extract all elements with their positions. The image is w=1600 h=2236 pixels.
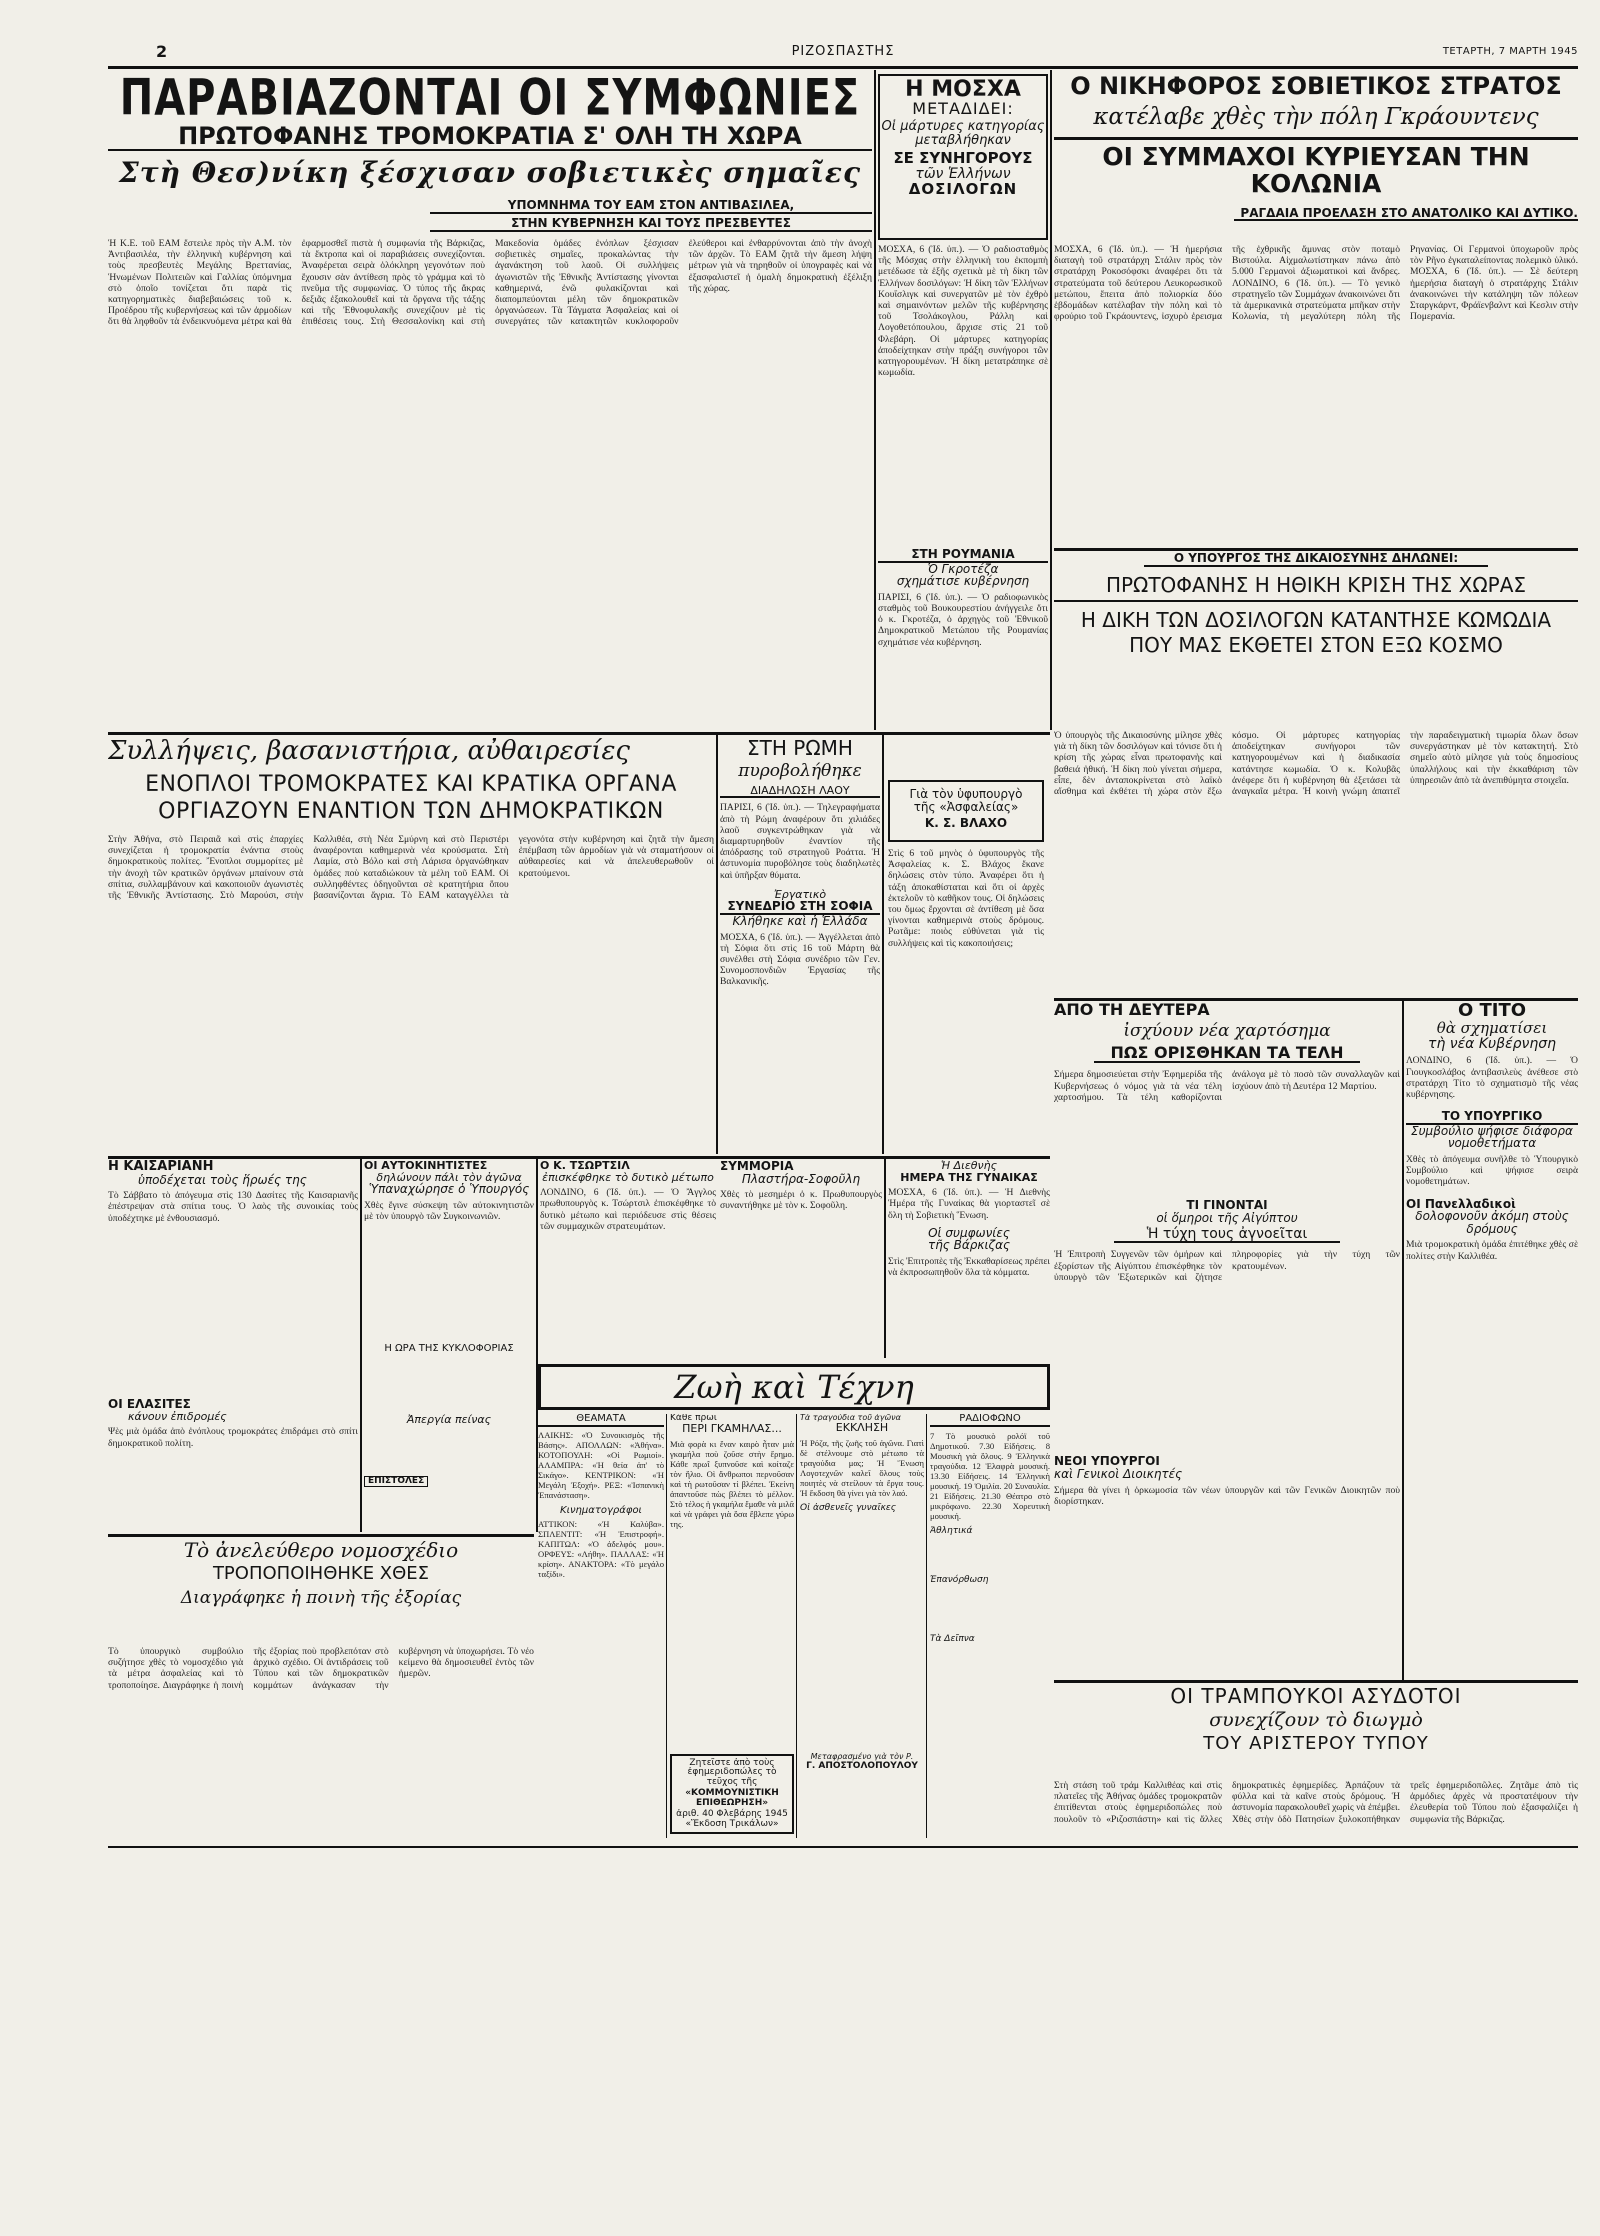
press-body: Στὴ στάση τοῦ τράμ Καλλιθέας καὶ στὶς πλατεῖες τῆς Ἀθήνας ὁμάδες τρομοκρατῶν ἐπιτίθενται στοὺς ἐφημεριδοπώλες ποὺ πουλοῦν τὸ «Ριζοσπάστη» καὶ τὶς ἄλλες δημοκρατικὲς ἐφημερίδες. Ἀρπάζουν τὰ φύλλα καὶ τὰ καῖνε στοὺς δρόμους. Ἡ ἀστυνομία παρακολουθεῖ χωρὶς νὰ ἐπέμβει. Χθὲς στὴν ὁδὸ Πατησίων ξυλοκοπήθηκαν τρεῖς ἐφημεριδοπῶλες. Ζητᾶμε ἀπὸ τὶς ἁρμόδιες ἀρχὲς νὰ προστατέψουν τὴν ἐλευθερία τοῦ Τύπου ποὺ ἐξασφαλίζει ἡ συμφωνία τῆς Βάρκιζας. [1054,1780,1578,1825]
lead-body-text: Ἡ Κ.Ε. τοῦ ΕΑΜ ἔστειλε πρὸς τὴν Α.Μ. τὸν Ἀντιβασιλέα, τὴν ἑλληνικὴ κυβέρνηση καὶ τοὺς πρεσβευτὲς Μεγάλης Βρεττανίας, Ἡνωμένων Πολιτειῶν καὶ Γαλλίας ὑπόμνημα στὸ ὁποῖο τονίζεται ὅτι παρὰ τὶς κατηγορηματικὲς διαβεβαιώσεις τοῦ κ. Προέδρου τῆς κυβερνήσεως καὶ τῶν ἁρμοδίων ὅτι θὰ ληφθοῦν τὰ ἐνδεικνυόμενα μέτρα καὶ θὰ ἐφαρμοσθεῖ πιστὰ ἡ συμφωνία τῆς Βάρκιζας, τὰ ἔκτροπα καὶ οἱ παραβιάσεις συνεχίζονται. Ἀναφέρεται σειρὰ ὁλόκληρη γεγονότων ποὺ ἔχουσιν σὰν ἀντίθεση πρὸς τὸ γράμμα καὶ τὸ πνεῦμα τῆς συμφωνίας. Ὁ τύπος τῆς ἄκρας δεξιᾶς ἐξακολουθεῖ καὶ τὰ ὄργανα τῆς τάξης καὶ τῆς Ἐθνοφυλακῆς συνεχίζουν μὲ τὶς ἐπιθέσεις τους. Στὴ Θεσσαλονίκη καὶ στὴ Μακεδονία ὁμάδες ἐνόπλων ξέσχισαν σοβιετικὲς σημαῖες, προκαλώντας τὴν ἀγανάκτηση τοῦ λαοῦ. Οἱ συλλήψεις ἀγωνιστῶν τῆς Ἐθνικῆς Ἀντίστασης γίνονται καθημερινά, ἐνῶ φυλακίζονται καὶ διαπομπεύονται μέλη τῶν δημοκρατικῶν ὀργανώσεων. Τὰ Τάγματα Ἀσφαλείας καὶ οἱ συνεργάτες τῶν κατακτητῶν κυκλοφοροῦν ἐλεύθεροι καὶ ἐνθαρρύνονται ἀπὸ τὴν ἀνοχὴ τῶν ἀρχῶν. Τὸ ΕΑΜ ζητᾶ τὴν ἄμεση λήψη μέτρων γιὰ νὰ τηρηθοῦν οἱ ὑπογραφὲς καὶ νὰ ἐξασφαλιστεῖ ἡ ὁμαλὴ δημοκρατικὴ ἐξέλιξη τῆς χώρας. [108,238,872,328]
mosxa-headline-box: Η ΜΟΣΧΑ ΜΕΤΑΔΙΔΕΙ: Οἱ μάρτυρες κατηγορίας μεταβλήθηκαν ΣΕ ΣΥΝΗΓΟΡΟΥΣ τῶν Ἑλλήνων ΔΟΣΙΛΟΓΩΝ [878,74,1048,240]
press-headline-block: ΟΙ ΤΡΑΜΠΟΥΚΟΙ ΑΣΥΔΟΤΟΙ συνεχίζουν τὸ διωγμὸ ΤΟΥ ΑΡΙΣΤΕΡΟΥ ΤΥΠΟΥ [1170,1686,1462,1754]
soviet-headline-block: Ο ΝΙΚΗΦΟΡΟΣ ΣΟΒΙΕΤΙΚΟΣ ΣΤΡΑΤΟΣ κατέλαβε χθὲς τὴν πόλη Γκράουντενς ΟΙ ΣΥΜΜΑΧΟΙ ΚΥΡΙΕΥΣΑΝ ΤΗΝ ΚΟΛΩΝΙΑ ΡΑΓΔΑΙΑ ΠΡΟΕΛΑΣΗ ΣΤΟ ΑΝΑΤΟΛΙΚΟ ΚΑΙ ΔΥΤΙΚΟ. [1054,74,1578,240]
lead-body [108,238,872,726]
section-rule [108,1534,534,1537]
lead-headline-block [108,72,872,192]
column-rule [1402,1000,1404,1680]
lead-subhead: ΠΡΩΤΟΦΑΝΗΣ ΤΡΟΜΟΚΡΑΤΙΑ Σ' ΟΛΗ ΤΗ ΧΩΡΑ [108,124,872,151]
promo-box: Ζητεῖστε ἀπὸ τοὺς ἐφημεριδοπώλες τὸ τεῦχος τῆς «ΚΟΜΜΟΥΝΙΣΤΙΚΗ ΕΠΙΘΕΩΡΗΣΗ» ἀριθ. 40 Φλεβάρης 1945 «Ἔκδοση Τρικάλων» [670,1754,794,1834]
section-rule [108,732,1050,735]
column-rule [666,1414,667,1838]
culture-col4: ΡΑΔΙΟΦΩΝΟ 7 Τὸ μουσικὸ ρολόϊ τοῦ Δημοτικοῦ. 7.30 Εἰδήσεις. 8 Μουσικὴ γιὰ ὅλους. 9 Ἑλληνικὰ τραγούδια. 12 Ἐλαφρὰ μουσική. 13.30 Εἰδήσεις. 14 Ἑλληνικὴ μουσική. 19 Ὁμιλία. 20 Συναυλία. 21 Εἰδήσεις. 21.30 Θέατρο στὸ μικρόφωνο. 22.30 Χορευτικὴ μουσική. Ἀθλητικά Ἐπανόρθωση Τὰ Δεῖπνα [930,1414,1050,1645]
rome-block: ΣΤΗ ΡΩΜΗ πυροβολήθηκε ΔΙΑΔΗΛΩΣΗ ΛΑΟΥ ΠΑΡΙΣΙ, 6 (Ἰδ. ὑπ.). — Τηλεγραφήματα ἀπὸ τὴ Ρώμη ἀναφέρουν ὅτι χιλιάδες λαοῦ συγκεντρώθηκαν γιὰ νὰ διαμαρτυρηθοῦν ἐναντίον τῆς ἀπόδρασης τοῦ στρατηγοῦ Ροάττα. Ἡ ἀστυνομία πυροβόλησε τοὺς διαδηλωτὲς καὶ ὑπῆρξαν θύματα. Ἐργατικὸ ΣΥΝΕΔΡΙΟ ΣΤΗ ΣΟΦΙΑ Κλήθηκε καὶ ἡ Ἑλλάδα ΜΟΣΧΑ, 6 (Ἰδ. ὑπ.). — Ἀγγέλλεται ἀπὸ τὴ Σόφια ὅτι στὶς 16 τοῦ Μάρτη θὰ συνέλθει στὴ Σόφια συνέδριο τῶν Γεν. Συνομοσπονδιῶν Ἐργασίας τῆς Βαλκανικῆς. [720,738,880,988]
lead-headline: ΠΑΡΑΒΙΑΖΟΝΤΑΙ ΟΙ ΣΥΜΦΩΝΙΕΣ [119,72,861,127]
arrests-headline-block: Συλλήψεις, βασανιστήρια, αὐθαιρεσίες ΕΝΟΠΛΟΙ ΤΡΟΜΟΚΡΑΤΕΣ ΚΑΙ ΚΡΑΤΙΚΑ ΟΡΓΑΝΑ ΟΡΓΙΑΖΟΥΝ ΕΝΑΝΤΙΟΝ ΤΩΝ ΔΗΜΟΚΡΑΤΙΚΩΝ [108,738,677,825]
georgia-block: Ο Κ. ΤΣΩΡΤΣΙΛ ἐπισκέφθηκε τὸ δυτικὸ μέτωπο ΛΟΝΔΙΝΟ, 6 (Ἰδ. ὑπ.). — Ὁ Ἄγγλος πρωθυπουργὸς κ. Τσώρτσιλ ἐπισκέφθηκε τὸ δυτικὸ μέτωπο καὶ περιόδευσε στὶς θέσεις τῶν συμμαχικῶν στρατευμάτων. [540,1160,716,1232]
symmoria-block: ΣΥΜΜΟΡΙΑ Πλαστήρα-Σοφοῦλη Χθὲς τὸ μεσημέρι ὁ κ. Πρωθυπουργὸς συναντήθηκε μὲ τὸν κ. Σοφοῦλη. [720,1160,882,1212]
romania-block: ΣΤΗ ΡΟΥΜΑΝΙΑ Ὁ Γκροτέζα σχημάτισε κυβέρνηση ΠΑΡΙΣΙ, 6 (Ἰδ. ὑπ.). — Ὁ ραδιοφωνικὸς σταθμὸς τοῦ Βουκουρεστίου ἀνήγγειλε ὅτι ὁ κ. Γκροτέζα, ὁ ἀρχηγὸς τοῦ Ἐθνικοῦ Δημοκρατικοῦ Μετώπου τῆς Ρουμανίας σχημάτισε νέα κυβέρνηση. [878,548,1048,648]
culture-col3: Τὰ τραγούδια τοῦ ἀγῶνα ΕΚΚΛΗΣΗ Ἡ Ρόζα, τῆς ζωῆς τοῦ ἀγῶνα. Γιατὶ δὲ στέλνουμε στὸ μέτωπο τὰ τραγούδια μας; Ἡ Ἕνωση Λογοτεχνῶν καλεῖ ὅλους τοὺς ποιητὲς νὰ στείλουν τὰ ἔργα τους. Ἡ ἔκδοση θὰ γίνει γιὰ τὸν λαό. Οἱ ἀσθενεῖς γυναῖκες Μεταφρασμένο γιὰ τὸν Ρ. Γ. ΑΠΟΣΤΟΛΟΠΟΥΛΟΥ [800,1414,924,1771]
section-rule [1054,998,1578,1001]
women-block: Ἡ Διεθνὴς ΗΜΕΡΑ ΤΗΣ ΓΥΝΑΙΚΑΣ ΜΟΣΧΑ, 6 (Ἰδ. ὑπ.). — Ἡ Διεθνὴς Ἡμέρα τῆς Γυναίκας θὰ γιορταστεῖ σὲ ὅλη τὴ Σοβιετικὴ Ἕνωση. Οἱ συμφωνίες τῆς Βάρκιζας Στὶς Ἐπιτροπὲς τῆς Ἐκκαθαρίσεως πρέπει νὰ ἐκπροσωπηθοῦν ὅλα τὰ κόμματα. [888,1160,1050,1279]
masthead [108,40,1578,66]
section-rule [1054,548,1578,551]
autokinitistes-block: ΟΙ ΑΥΤΟΚΙΝΗΤΙΣΤΕΣ δηλώνουν πάλι τὸν ἀγῶνα Ὑπαναχώρησε ὁ Ὑπουργός Χθὲς ἔγινε σύσκεψη τῶν αὐτοκινητιστῶν μὲ τὸν ὑπουργὸ τῶν Συγκοινωνιῶν. Η ΩΡΑ ΤΗΣ ΚΥΚΛΟΦΟΡΙΑΣ Ἀπεργία πείνας ΕΠΙΣΤΟΛΕΣ [364,1160,534,1486]
paper-name: ΡΙΖΟΣΠΑΣΤΗΣ [791,44,895,59]
kaisariani-block: Η ΚΑΙΣΑΡΙΑΝΗ ὑποδέχεται τοὺς ἥρωές της Τὸ Σάββατο τὸ ἀπόγευμα στὶς 130 Δασίτες τῆς Καισαριανῆς ἐπέστρεψαν στὰ σπίτια τους. Ὁ λαὸς τῆς συνοικίας τοὺς ὑποδέχτηκε μὲ ἐνθουσιασμό. ΟΙ ΕΛΑΣΙΤΕΣ κάνουν ἐπιδρομές Ψὲς μιὰ ὁμάδα ἀπὸ ἐνόπλους τρομοκράτες ἐπιδράμει στὸ σπίτι δημοκρατικοῦ πολίτη. [108,1160,358,1449]
justice-headline-block: Ο ΥΠΟΥΡΓΟΣ ΤΗΣ ΔΙΚΑΙΟΣΥΝΗΣ ΔΗΛΩΝΕΙ: ΠΡΩΤΟΦΑΝΗΣ Η ΗΘΙΚΗ ΚΡΙΣΗ ΤΗΣ ΧΩΡΑΣ Η ΔΙΚΗ ΤΩΝ ΔΟΣΙΛΟΓΩΝ ΚΑΤΑΝΤΗΣΕ ΚΩΜΩΔΙΑ ΠΟΥ ΜΑΣ ΕΚΘΕΤΕΙ ΣΤΟΝ ΕΞΩ ΚΟΣΜΟ [1054,552,1578,728]
mosxa-body: ΜΟΣΧΑ, 6 (Ἰδ. ὑπ.). — Ὁ ραδιοσταθμὸς τῆς Μόσχας στὴν ἑλληνικὴ του ἐκπομπὴ μετέδωσε τὰ ἑξῆς σχετικὰ μὲ τὴ δίκη τῶν Ἑλλήνων δοσιλόγων: Ἡ δίκη τῶν Ἑλλήνων Κουΐσλιγκ καὶ συνεργατῶν μὲ τὸν ἐχθρὸ καὶ σημαινόντων μελῶν τῆς κυβέρνησης τοῦ Τσολάκογλου, Ράλλη καὶ Λογοθετόπουλου, ἄρχισε στὶς 21 τοῦ Φλεβάρη. Οἱ μάρτυρες κατηγορίας ἀποδείχτηκαν στὴν πράξη συνήγοροι τῶν κατηγορουμένων. Ἡ δίκη μετατράπηκε σὲ κωμωδία. [878,244,1048,379]
column-rule [926,1414,927,1838]
vlachos-body: Στὶς 6 τοῦ μηνὸς ὁ ὑφυπουργὸς τῆς Ἀσφαλείας κ. Σ. Βλάχος ἔκανε δηλώσεις στὸν τύπο. Ἀναφέρει ὅτι ἡ τάξη ἀποκαθίσταται καὶ ὅτι οἱ ἀρχὲς ἐκτελοῦν τὸ καθῆκον τους. Οἱ δηλώσεις του ὅμως ἔρχονται σὲ ἀντίθεση μὲ ὅσα γίνονται καθημερινὰ στοὺς δρόμους. Ρωτᾶμε: ποιὸς εὐθύνεται γιὰ τὶς συλλήψεις καὶ τὶς κακοποιήσεις; [888,848,1044,949]
vlachos-headline-box: Γιὰ τὸν ὑφυπουργὸ τῆς «Ἀσφαλείας» Κ. Σ. ΒΛΑΧΟ [888,780,1044,842]
lead-section-heading: ΥΠΟΜΝΗΜΑ ΤΟΥ ΕΑΜ ΣΤΟΝ ΑΝΤΙΒΑΣΙΛΕΑ, ΣΤΗΝ ΚΥΒΕΡΝΗΣΗ ΚΑΙ ΤΟΥΣ ΠΡΕΣΒΕΥΤΕΣ [430,198,872,238]
column-rule [874,70,876,730]
law-headline-block: Τὸ ἀνελεύθερο νομοσχέδιο ΤΡΟΠΟΠΟΙΗΘΗΚΕ ΧΘΕΣ Διαγράφηκε ἡ ποινὴ τῆς ἐξορίας [180,1540,462,1608]
bottom-rule [108,1846,1578,1848]
column-rule [716,734,718,1154]
foodcard-block: ΑΠΟ ΤΗ ΔΕΥΤΕΡΑ ἰσχύουν νέα χαρτόσημα ΠΩΣ ΟΡΙΣΘΗΚΑΝ ΤΑ ΤΕΛΗ Σήμερα δημοσιεύεται στὴν Ἐφημερίδα τῆς Κυβερνήσεως ὁ νόμος γιὰ τὰ νέα τέλη χαρτοσήμου. Τὰ τέλη καθορίζονται ἀνάλογα μὲ τὸ ποσὸ τῶν συναλλαγῶν καὶ ἰσχύουν ἀπὸ τὴ Δευτέρα 12 Μαρτίου. ΤΙ ΓΙΝΟΝΤΑΙ οἱ ὅμηροι τῆς Αἰγύπτου Ἡ τύχη τους ἀγνοεῖται Ἡ Ἐπιτροπὴ Συγγενῶν τῶν ὁμήρων καὶ ἐξορίστων τῆς Αἰγύπτου ἐπισκέφθηκε τὸν ὑπουργὸ τῶν Ἐξωτερικῶν καὶ ζήτησε πληροφορίες γιὰ τὴν τύχη τῶν κρατουμένων. ΝΕΟΙ ΥΠΟΥΡΓΟΙ καὶ Γενικοὶ Διοικητές Σήμερα θὰ γίνει ἡ ὁρκωμοσία τῶν νέων ὑπουργῶν καὶ τῶν Γενικῶν Διοικητῶν ποὺ διορίστηκαν. [1054,1002,1400,1507]
column-rule [796,1414,797,1838]
law-body: Τὸ ὑπουργικὸ συμβούλιο συζήτησε χθὲς τὸ νομοσχέδιο γιὰ τὰ μέτρα ἀσφαλείας καὶ τὸ τροποποίησε. Διαγράφηκε ἡ ποινὴ τῆς ἐξορίας ποὺ προβλεπόταν στὸ ἀρχικὸ σχέδιο. Οἱ ἀντιδράσεις τοῦ Τύπου καὶ τῶν δημοκρατικῶν κομμάτων ἀνάγκασαν τὴν κυβέρνηση νὰ ὑποχωρήσει. Τὸ νέο κείμενο θὰ δημοσιευθεῖ ἐντὸς τῶν ἡμερῶν. [108,1646,534,1691]
page-number: 2 [156,42,168,61]
culture-col2: Κάθε πρωΐ ΠΕΡΙ ΓΚΑΜΗΛΑΣ... Μιὰ φορὰ κι ἕναν καιρὸ ἦταν μιὰ γκαμήλα ποὺ ζοῦσε στὴν ἔρημο. Κάθε πρωΐ ξυπνοῦσε καὶ κοίταζε τὸν ἥλιο. Οἱ ἄνθρωποι περνοῦσαν καὶ τὴ ρωτοῦσαν τί βλέπει. Ἐκείνη ἀπαντοῦσε πὼς βλέπει τὸ μέλλον. Στὸ τέλος ἡ γκαμήλα ἔμαθε νὰ μιλᾶ καὶ νὰ γράφει γιὰ ὅσα ἔβλεπε γύρω της. Ζητεῖστε ἀπὸ τοὺς ἐφημεριδοπώλες τὸ τεῦχος τῆς «ΚΟΜΜΟΥΝΙΣΤΙΚΗ ΕΠΙΘΕΩΡΗΣΗ» ἀριθ. 40 Φλεβάρης 1945 «Ἔκδοση Τρικάλων» [670,1414,794,1838]
tito-block: Ο ΤΙΤΟ θὰ σχηματίσει τὴ νέα Κυβέρνηση ΛΟΝΔΙΝΟ, 6 (Ἰδ. ὑπ.). — Ὁ Γιουγκοσλάβος ἀντιβασιλεὺς ἀνέθεσε στὸ στρατάρχη Τίτο τὸ σχηματισμὸ τῆς νέας κυβέρνησης. ΤΟ ΥΠΟΥΡΓΙΚΟ Συμβούλιο ψήφισε διάφορα νομοθετήματα Χθὲς τὸ ἀπόγευμα συνῆλθε τὸ Ὑπουργικὸ Συμβούλιο καὶ ψήφισε σειρὰ νομοθετημάτων. ΟΙ Πανελλαδικοὶ δολοφονοῦν ἀκόμη στοὺς δρόμους Μιὰ τρομοκρατικὴ ὁμάδα ἐπιτέθηκε χθὲς σὲ πολίτες στὴν Καλλιθέα. [1406,1002,1578,1262]
section-rule [1054,1680,1578,1683]
arrests-body: Στὴν Ἀθήνα, στὸ Πειραιᾶ καὶ στὶς ἐπαρχίες συνεχίζεται ἡ τρομοκρατία ἐνάντια στοὺς δημοκρατικοὺς πολίτες. Ἔνοπλοι συμμορίτες μὲ τὴν ἀνοχὴ τῶν κρατικῶν ὀργάνων μπαίνουν στὰ σπίτια, συλλαμβάνουν καὶ κακοποιοῦν ἀγωνιστὲς τῆς Ἐθνικῆς Ἀντίστασης. Στὸ Μαρούσι, στὴν Καλλιθέα, στὴ Νέα Σμύρνη καὶ στὸ Περιστέρι ἀναφέρονται καθημερινὰ νέα κρούσματα. Στὴ Λαμία, στὸ Βόλο καὶ στὴ Λάρισα ὀργανώθηκαν ὁμάδες ποὺ καταδιώκουν τὰ μέλη τοῦ ΕΑΜ. Οἱ συλληφθέντες ὁδηγοῦνται σὲ κρατητήρια ὅπου βασανίζονται ἄγρια. Τὸ ΕΑΜ καταγγέλλει τὰ γεγονότα στὴν κυβέρνηση καὶ ζητᾶ τὴν ἄμεση ἐπέμβαση τῶν ἁρμοδίων γιὰ νὰ σταματήσουν οἱ αὐθαιρεσίες καὶ νὰ ἀπελευθερωθοῦν οἱ κρατούμενοι. [108,834,714,902]
section-rule [108,1156,1050,1159]
soviet-body: ΜΟΣΧΑ, 6 (Ἰδ. ὑπ.). — Ἡ ἡμερήσια διαταγὴ τοῦ στρατάρχη Στάλιν πρὸς τὸν στρατάρχη Ροκοσόφσκι ἀναφέρει ὅτι τὰ στρατεύματα τοῦ δεύτερου Λευκορωσικοῦ μετώπου, ἔπειτα ἀπὸ πολιορκία δύο ἑβδομάδων κατέλαβαν τὴν πόλη καὶ τὸ φρούριο τοῦ Γκράουντενς, ἰσχυρὸ ἐρεισμα τῆς ἐχθρικῆς ἄμυνας στὸν ποταμὸ Βιστούλα. Αἰχμαλωτίστηκαν πάνω ἀπὸ 5.000 Γερμανοὶ ἀξιωματικοὶ καὶ ἄνδρες. ΛΟΝΔΙΝΟ, 6 (Ἰδ. ὑπ.). — Τὸ γενικὸ στρατηγεῖο τῶν Συμμάχων ἀνακοινώνει ὅτι τὰ ἀμερικανικὰ στρατεύματα μπῆκαν στὴν Κολωνία, τὴ μεγαλύτερη πόλη τῆς Ρηνανίας. Οἱ Γερμανοὶ ὑποχωροῦν πρὸς τὸν Ρῆνο ἐγκαταλείποντας πολεμικὸ ὑλικό. ΜΟΣΧΑ, 6 (Ἰδ. ὑπ.). — Σὲ δεύτερη ἡμερήσια διαταγὴ ὁ στρατάρχης Στάλιν ἀνακοινώνει τὴν κατάληψη τῶν πόλεων Σταργκάρντ, Φράϊενβαλντ καὶ Κεσλιν στὴν Πομερανία. [1054,244,1578,323]
masthead-rule [108,66,1578,69]
column-rule [882,734,884,1154]
column-rule [884,1158,886,1358]
column-rule [1050,70,1052,730]
issue-date: ΤΕΤΑΡΤΗ, 7 ΜΑΡΤΗ 1945 [1442,46,1578,57]
justice-body: Ὁ ὑπουργὸς τῆς Δικαιοσύνης μίλησε χθὲς γιὰ τὴ δίκη τῶν δοσιλόγων καὶ τόνισε ὅτι ἡ κρίση τῆς χώρας εἶναι πρωτοφανὴς καὶ βαθειά ἠθική. Ἡ δίκη ποὺ γίνεται σήμερα, εἶπε, δὲν ἀνταποκρίνεται στὸ λαϊκὸ αἴσθημα καὶ ἐκθέτει τὴ χώρα στὸν ἔξω κόσμο. Οἱ μάρτυρες κατηγορίας ἀποδείχτηκαν συνήγοροι τῶν κατηγορουμένων καὶ ἡ διαδικασία κατάντησε κωμωδία. Ὁ κ. Κολυβᾶς ἀνέφερε ὅτι ἡ κυβέρνηση θὰ ἐξετάσει τὰ ἀναγκαῖα μέτρα. Ἡ κοινὴ γνώμη ἀπαιτεῖ τὴν παραδειγματικὴ τιμωρία ὅλων ὅσων συνεργάστηκαν μὲ τὸν κατακτητή. Στὸ σημεῖο αὐτὸ μίλησε γιὰ τοὺς δημοσίους ὑπαλλήλους καὶ τὴν ἐκκαθάριση τῶν ὑπηρεσιῶν ἀπὸ τὰ ἀνεπιθύμητα στοιχεῖα. [1054,730,1578,798]
lead-subhead-script: Στὴ Θεσ)νίκη ξέσχισαν σοβιετικὲς σημαῖες [118,156,862,189]
culture-col1: ΘΕΑΜΑΤΑ ΛΑΙΚΗΣ: «Ὁ Συνοικισμὸς τῆς Βάσης». ΑΠΟΛΛΩΝ: «Ἀθήνα». ΚΟΤΟΠΟΥΛΗ: «Οἱ Ρωμιοί». ΑΛΑΜΠΡΑ: «Ἡ θεία ἀπ' τὸ Σικάγο». ΚΕΝΤΡΙΚΟΝ: «Ἡ Μεγάλη Ἐξοχή». ΡΕΞ: «Ἰσπανικὴ Ἐπανάσταση». Κινηματογράφοι ΑΤΤΙΚΟΝ: «Ἡ Καλύβα». ΣΠΛΕΝΤΙΤ: «Ἡ Ἐπιστροφή». ΚΑΠΙΤΩΛ: «Ὁ ἀδελφός μου». ΟΡΦΕΥΣ: «Λήθη». ΠΑΛΛΑΣ: «Ἡ κρίση». ΑΝΑΚΤΟΡΑ: «Τὸ μεγάλο ταξίδι». [538,1414,664,1579]
column-rule [360,1158,362,1532]
culture-banner: Ζωὴ καὶ Τέχνη [538,1364,1050,1410]
